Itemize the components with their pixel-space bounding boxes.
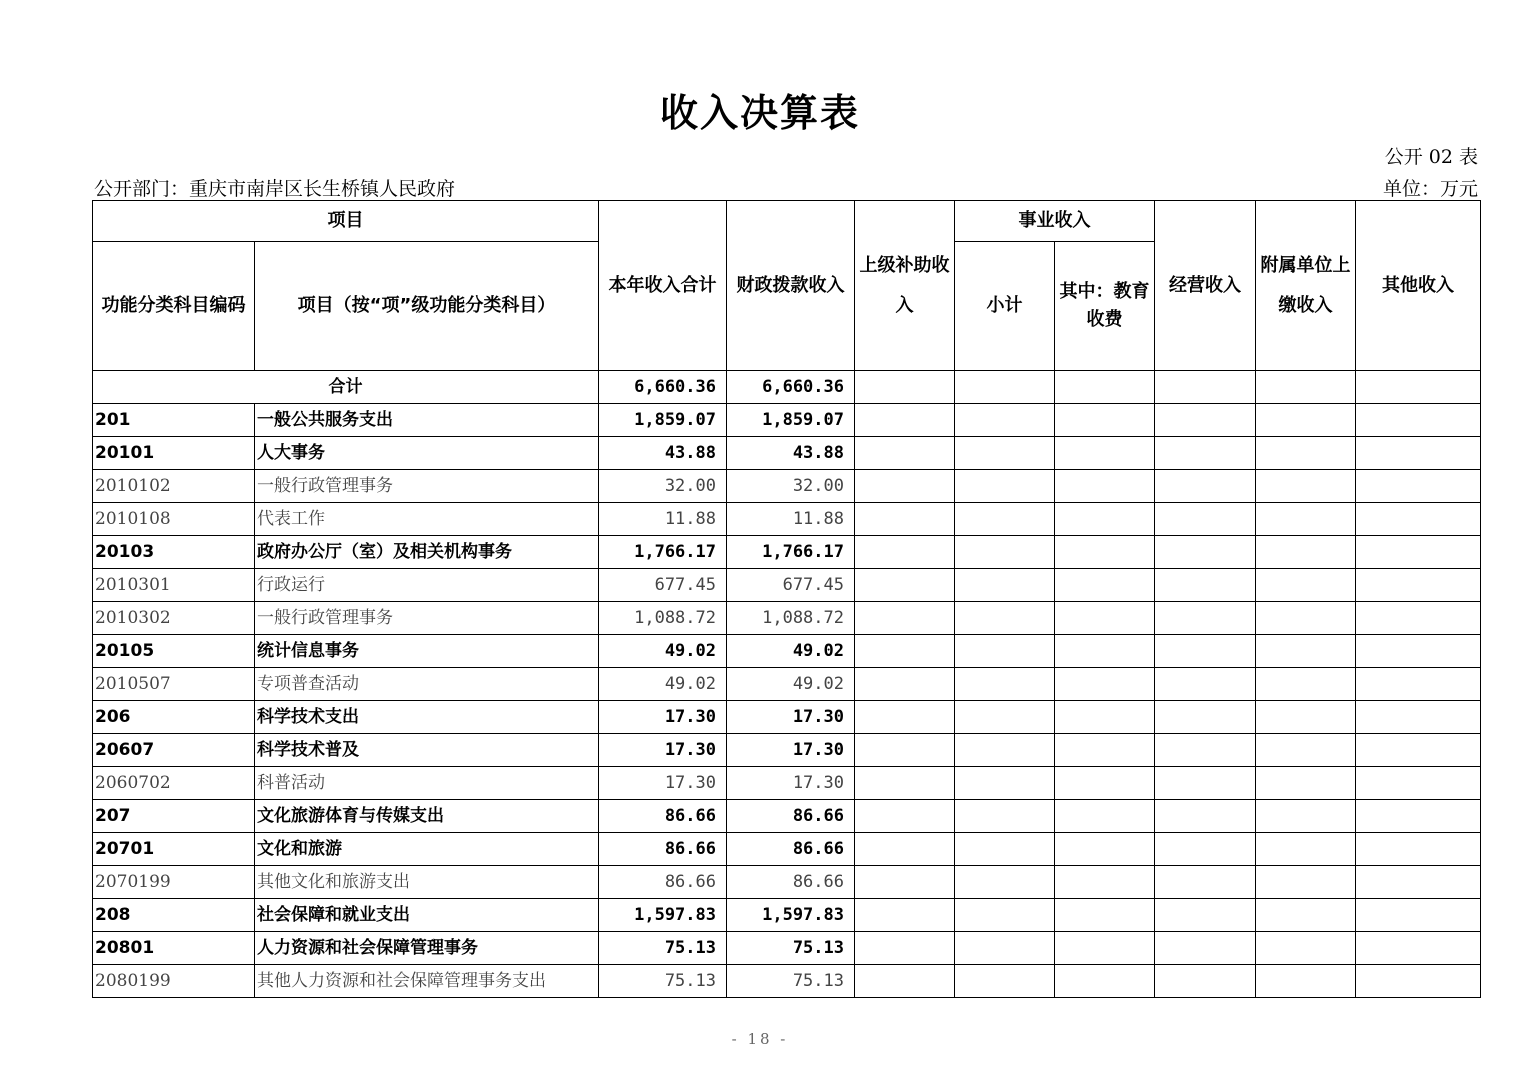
row-name: 一般公共服务支出 xyxy=(255,404,599,437)
row-fiscal: 75.13 xyxy=(727,965,855,998)
row-code: 20701 xyxy=(93,833,255,866)
row-fiscal: 86.66 xyxy=(727,800,855,833)
empty-cell xyxy=(1356,965,1481,998)
header-code: 功能分类科目编码 xyxy=(93,242,255,371)
empty-cell xyxy=(1256,866,1356,899)
row-name: 文化旅游体育与传媒支出 xyxy=(255,800,599,833)
header-subtotal: 小计 xyxy=(955,242,1055,371)
table-row xyxy=(93,635,1481,668)
row-name: 社会保障和就业支出 xyxy=(255,899,599,932)
table-row xyxy=(93,569,1481,602)
empty-cell xyxy=(1356,668,1481,701)
row-total: 1,088.72 xyxy=(599,602,727,635)
empty-cell xyxy=(1155,437,1256,470)
empty-cell xyxy=(855,800,955,833)
empty-cell xyxy=(1356,866,1481,899)
row-code: 207 xyxy=(93,800,255,833)
page-title: 收入决算表 xyxy=(659,91,860,135)
empty-cell xyxy=(955,734,1055,767)
row-name: 一般行政管理事务 xyxy=(255,470,599,503)
header-fiscal: 财政拨款收入 xyxy=(727,201,855,371)
empty-cell xyxy=(1356,734,1481,767)
row-name: 专项普查活动 xyxy=(255,668,599,701)
empty-cell xyxy=(855,965,955,998)
empty-cell xyxy=(1356,767,1481,800)
table-row xyxy=(93,833,1481,866)
empty-cell xyxy=(1155,404,1256,437)
row-code: 2070199 xyxy=(93,866,255,899)
empty-cell xyxy=(855,569,955,602)
empty-cell xyxy=(1356,569,1481,602)
empty-cell xyxy=(1356,800,1481,833)
table-row xyxy=(93,536,1481,569)
empty-cell xyxy=(1256,701,1356,734)
empty-cell xyxy=(1155,536,1256,569)
header-career: 事业收入 xyxy=(955,201,1155,242)
row-total: 11.88 xyxy=(599,503,727,536)
row-name: 一般行政管理事务 xyxy=(255,602,599,635)
row-name: 行政运行 xyxy=(255,569,599,602)
header-upper: 上级补助收入 xyxy=(855,201,955,371)
income-table xyxy=(92,200,1481,998)
empty-cell xyxy=(1256,668,1356,701)
empty-cell xyxy=(1055,569,1155,602)
empty-cell xyxy=(1256,503,1356,536)
empty-cell xyxy=(1155,866,1256,899)
empty-cell xyxy=(955,932,1055,965)
row-code: 2060702 xyxy=(93,767,255,800)
empty-cell xyxy=(1356,833,1481,866)
empty-cell xyxy=(955,668,1055,701)
row-total: 1,597.83 xyxy=(599,899,727,932)
table-row xyxy=(93,965,1481,998)
empty-cell xyxy=(955,899,1055,932)
total-fiscal: 6,660.36 xyxy=(727,371,855,404)
table-row xyxy=(93,899,1481,932)
row-code: 2010507 xyxy=(93,668,255,701)
empty-cell xyxy=(1256,635,1356,668)
empty-cell xyxy=(1356,932,1481,965)
row-total: 17.30 xyxy=(599,767,727,800)
row-name: 人力资源和社会保障管理事务 xyxy=(255,932,599,965)
table-row xyxy=(93,734,1481,767)
row-name: 科学技术普及 xyxy=(255,734,599,767)
empty-cell xyxy=(1256,833,1356,866)
empty-cell xyxy=(1055,800,1155,833)
empty-cell xyxy=(1256,932,1356,965)
row-total: 17.30 xyxy=(599,701,727,734)
empty-cell xyxy=(1155,635,1256,668)
row-code: 20101 xyxy=(93,437,255,470)
empty-cell xyxy=(1055,437,1155,470)
empty-cell xyxy=(855,668,955,701)
table-row xyxy=(93,503,1481,536)
empty-cell xyxy=(1155,569,1256,602)
empty-cell xyxy=(1055,635,1155,668)
row-total: 75.13 xyxy=(599,932,727,965)
row-name: 其他人力资源和社会保障管理事务支出 xyxy=(255,965,599,998)
row-fiscal: 43.88 xyxy=(727,437,855,470)
row-name: 文化和旅游 xyxy=(255,833,599,866)
empty-cell xyxy=(1155,470,1256,503)
header-name: 项目（按“项”级功能分类科目） xyxy=(255,242,599,371)
row-total: 75.13 xyxy=(599,965,727,998)
row-name: 其他文化和旅游支出 xyxy=(255,866,599,899)
header-business: 经营收入 xyxy=(1155,201,1256,371)
row-name: 代表工作 xyxy=(255,503,599,536)
empty-cell xyxy=(955,965,1055,998)
empty-cell xyxy=(1155,965,1256,998)
table-row xyxy=(93,800,1481,833)
empty-cell xyxy=(1155,833,1256,866)
table-row xyxy=(93,602,1481,635)
empty-cell xyxy=(1055,899,1155,932)
row-fiscal: 75.13 xyxy=(727,932,855,965)
empty-cell xyxy=(1055,503,1155,536)
unit-label: 单位：万元 xyxy=(1382,178,1478,200)
row-total: 17.30 xyxy=(599,734,727,767)
row-fiscal: 1,088.72 xyxy=(727,602,855,635)
row-total: 86.66 xyxy=(599,833,727,866)
empty-cell xyxy=(1356,404,1481,437)
empty-cell xyxy=(1356,470,1481,503)
empty-cell xyxy=(1256,899,1356,932)
row-code: 2010108 xyxy=(93,503,255,536)
empty-cell xyxy=(855,503,955,536)
row-code: 2010302 xyxy=(93,602,255,635)
row-fiscal: 1,766.17 xyxy=(727,536,855,569)
empty-cell xyxy=(855,635,955,668)
row-name: 统计信息事务 xyxy=(255,635,599,668)
header-total: 本年收入合计 xyxy=(599,201,727,371)
row-fiscal: 1,859.07 xyxy=(727,404,855,437)
row-total: 49.02 xyxy=(599,668,727,701)
empty-cell xyxy=(1256,602,1356,635)
empty-cell xyxy=(1256,437,1356,470)
empty-cell xyxy=(855,866,955,899)
empty-cell xyxy=(855,701,955,734)
empty-cell xyxy=(955,833,1055,866)
row-total: 86.66 xyxy=(599,800,727,833)
empty-cell xyxy=(855,899,955,932)
row-code: 201 xyxy=(93,404,255,437)
empty-cell xyxy=(855,767,955,800)
row-total: 43.88 xyxy=(599,437,727,470)
empty-cell xyxy=(1155,800,1256,833)
row-code: 2080199 xyxy=(93,965,255,998)
empty-cell xyxy=(955,569,1055,602)
page-number: - 18 - xyxy=(731,1030,789,1048)
empty-cell xyxy=(1256,734,1356,767)
row-total: 32.00 xyxy=(599,470,727,503)
empty-cell xyxy=(1256,569,1356,602)
row-name: 人大事务 xyxy=(255,437,599,470)
empty-cell xyxy=(855,470,955,503)
row-code: 206 xyxy=(93,701,255,734)
empty-cell xyxy=(1155,668,1256,701)
row-fiscal: 17.30 xyxy=(727,734,855,767)
empty-cell xyxy=(855,932,955,965)
empty-cell xyxy=(1155,734,1256,767)
empty-cell xyxy=(1256,536,1356,569)
table-row xyxy=(93,767,1481,800)
row-code: 20801 xyxy=(93,932,255,965)
empty-cell xyxy=(1055,536,1155,569)
empty-cell xyxy=(1055,866,1155,899)
row-total: 86.66 xyxy=(599,866,727,899)
row-code: 2010102 xyxy=(93,470,255,503)
empty-cell xyxy=(1256,404,1356,437)
table-number: 公开 02 表 xyxy=(1384,146,1478,168)
empty-cell xyxy=(1055,701,1155,734)
row-name: 政府办公厅（室）及相关机构事务 xyxy=(255,536,599,569)
row-code: 20607 xyxy=(93,734,255,767)
empty-cell xyxy=(1356,437,1481,470)
empty-cell xyxy=(955,701,1055,734)
empty-cell xyxy=(1356,899,1481,932)
empty-cell xyxy=(1155,503,1256,536)
empty-cell xyxy=(955,536,1055,569)
empty-cell xyxy=(955,602,1055,635)
empty-cell xyxy=(1155,701,1256,734)
empty-cell xyxy=(1256,470,1356,503)
row-fiscal: 86.66 xyxy=(727,833,855,866)
table-row xyxy=(93,866,1481,899)
empty-cell xyxy=(1155,767,1256,800)
row-total: 49.02 xyxy=(599,635,727,668)
table-row xyxy=(93,470,1481,503)
empty-cell xyxy=(855,602,955,635)
header-edu: 其中：教育收费 xyxy=(1055,242,1155,371)
empty-cell xyxy=(855,833,955,866)
empty-cell xyxy=(1055,965,1155,998)
total-row xyxy=(93,371,1481,404)
row-fiscal: 11.88 xyxy=(727,503,855,536)
row-name: 科学技术支出 xyxy=(255,701,599,734)
empty-cell xyxy=(1055,602,1155,635)
header-affiliate: 附属单位上缴收入 xyxy=(1256,201,1356,371)
row-fiscal: 49.02 xyxy=(727,635,855,668)
empty-cell xyxy=(1055,833,1155,866)
row-fiscal: 677.45 xyxy=(727,569,855,602)
empty-cell xyxy=(955,437,1055,470)
table-row xyxy=(93,668,1481,701)
table-row xyxy=(93,701,1481,734)
empty-cell xyxy=(955,800,1055,833)
empty-cell xyxy=(955,635,1055,668)
row-fiscal: 17.30 xyxy=(727,701,855,734)
row-total: 1,859.07 xyxy=(599,404,727,437)
empty-cell xyxy=(1055,470,1155,503)
row-fiscal: 32.00 xyxy=(727,470,855,503)
empty-cell xyxy=(1155,899,1256,932)
empty-cell xyxy=(855,536,955,569)
empty-cell xyxy=(1256,965,1356,998)
table-row xyxy=(93,404,1481,437)
row-fiscal: 1,597.83 xyxy=(727,899,855,932)
empty-cell xyxy=(1055,404,1155,437)
row-code: 20105 xyxy=(93,635,255,668)
empty-cell xyxy=(1356,536,1481,569)
row-fiscal: 17.30 xyxy=(727,767,855,800)
row-code: 20103 xyxy=(93,536,255,569)
empty-cell xyxy=(1356,503,1481,536)
row-code: 2010301 xyxy=(93,569,255,602)
table-row xyxy=(93,932,1481,965)
empty-cell xyxy=(855,437,955,470)
row-code: 208 xyxy=(93,899,255,932)
empty-cell xyxy=(1055,767,1155,800)
empty-cell xyxy=(955,503,1055,536)
header-other: 其他收入 xyxy=(1356,201,1481,371)
empty-cell xyxy=(855,404,955,437)
empty-cell xyxy=(1155,932,1256,965)
empty-cell xyxy=(955,767,1055,800)
total-income: 6,660.36 xyxy=(599,371,727,404)
empty-cell xyxy=(1356,602,1481,635)
empty-cell xyxy=(1356,635,1481,668)
row-total: 677.45 xyxy=(599,569,727,602)
empty-cell xyxy=(1356,701,1481,734)
empty-cell xyxy=(1055,932,1155,965)
header-item: 项目 xyxy=(93,201,599,242)
empty-cell xyxy=(855,734,955,767)
row-fiscal: 49.02 xyxy=(727,668,855,701)
department-label: 公开部门：重庆市南岸区长生桥镇人民政府 xyxy=(94,178,456,200)
empty-cell xyxy=(1055,668,1155,701)
empty-cell xyxy=(1256,800,1356,833)
header-row-1 xyxy=(93,201,1481,242)
empty-cell xyxy=(1055,734,1155,767)
table-row xyxy=(93,437,1481,470)
row-total: 1,766.17 xyxy=(599,536,727,569)
row-fiscal: 86.66 xyxy=(727,866,855,899)
empty-cell xyxy=(1256,767,1356,800)
empty-cell xyxy=(955,866,1055,899)
total-label: 合计 xyxy=(93,371,599,404)
empty-cell xyxy=(955,470,1055,503)
empty-cell xyxy=(1155,602,1256,635)
empty-cell xyxy=(955,404,1055,437)
row-name: 科普活动 xyxy=(255,767,599,800)
